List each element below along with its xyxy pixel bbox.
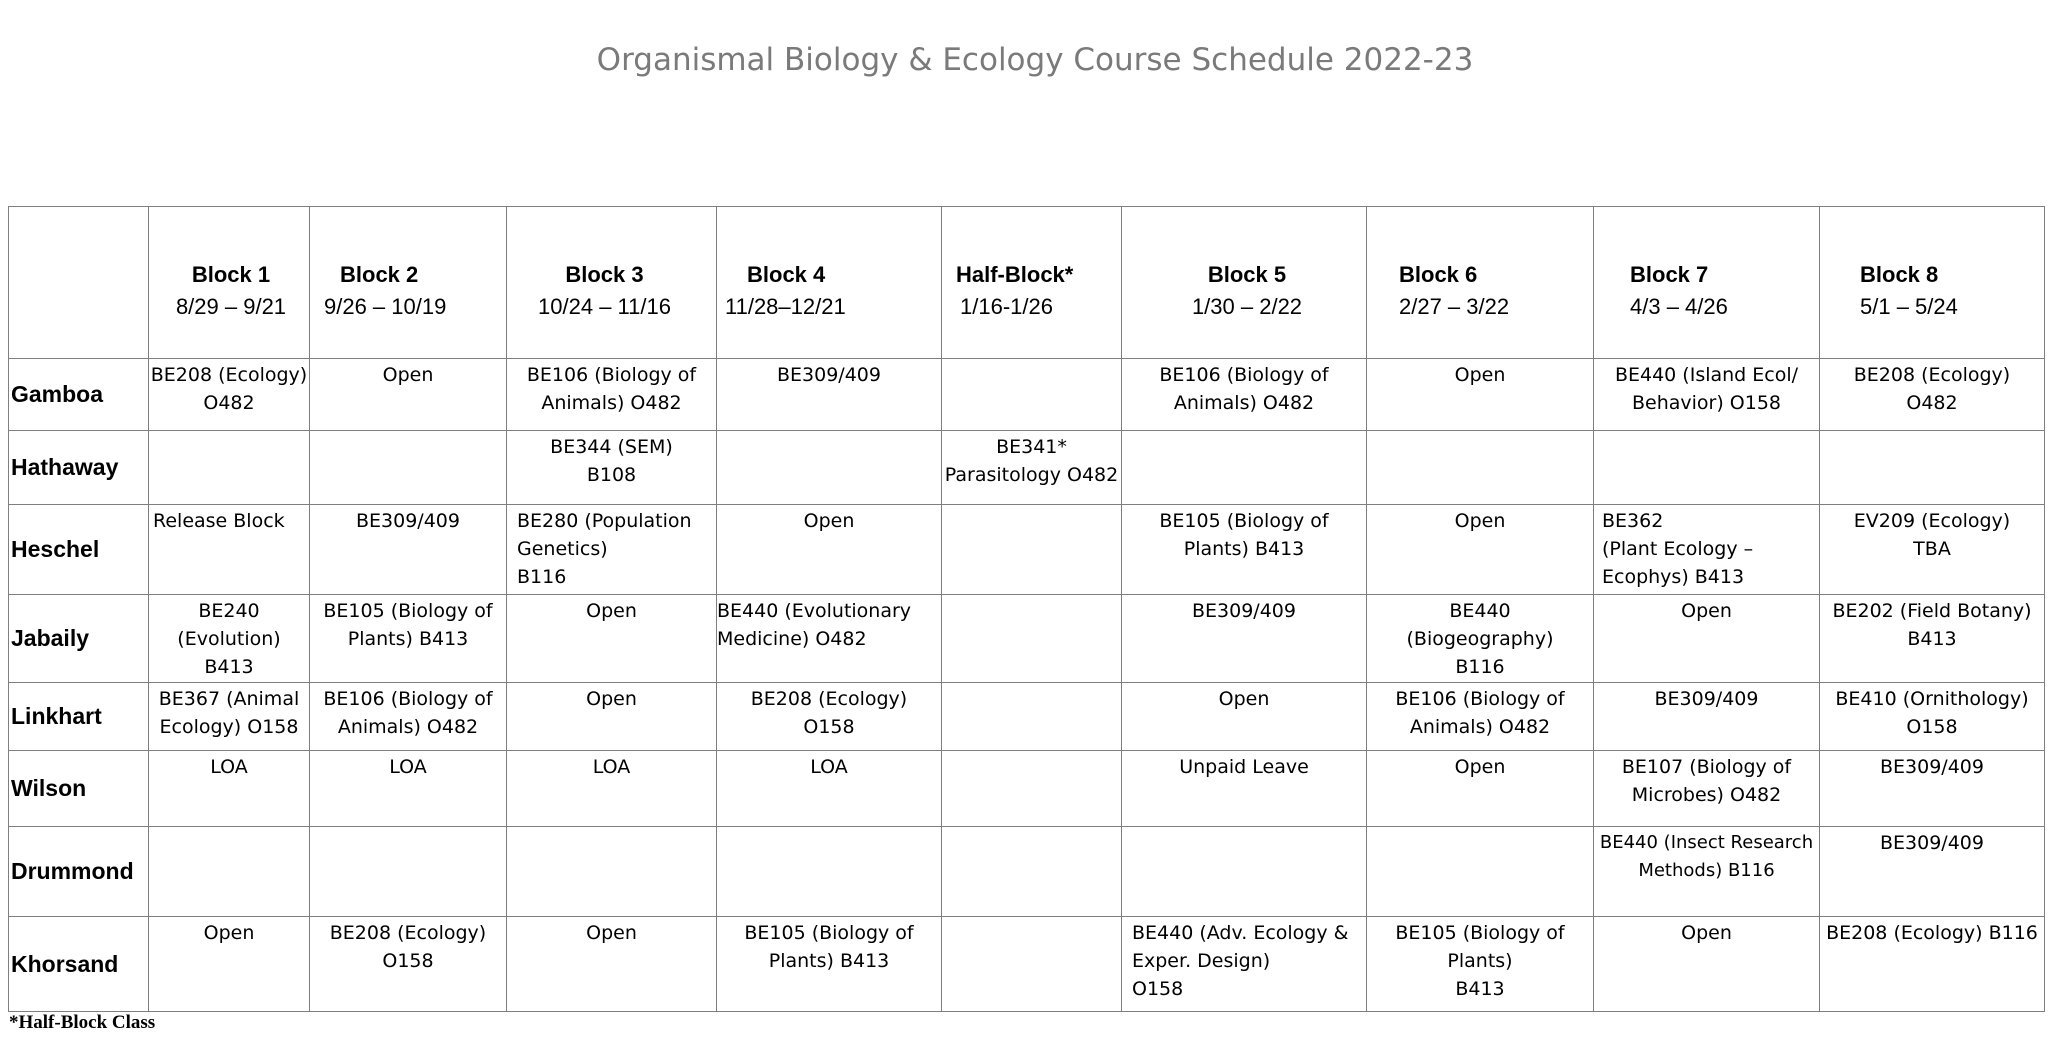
schedule-cell: EV209 (Ecology) TBA (1820, 505, 2045, 595)
schedule-cell (942, 505, 1122, 595)
schedule-cell: BE309/409 (1594, 683, 1820, 751)
schedule-cell (717, 827, 942, 917)
schedule-cell: Open (149, 917, 310, 1012)
column-header: Half-Block* 1/16-1/26 (942, 207, 1122, 359)
column-header: Block 2 9/26 – 10/19 (310, 207, 507, 359)
column-header: Block 6 2/27 – 3/22 (1367, 207, 1594, 359)
schedule-cell (717, 431, 942, 505)
schedule-cell (942, 827, 1122, 917)
schedule-cell (1122, 431, 1367, 505)
page-title: Organismal Biology & Ecology Course Schedule 2022-23 (596, 42, 1474, 78)
schedule-cell: BE240 (Evolution) B413 (149, 595, 310, 683)
instructor-name: Hathaway (9, 431, 149, 505)
schedule-cell (507, 827, 717, 917)
schedule-cell: BE202 (Field Botany) B413 (1820, 595, 2045, 683)
schedule-cell (942, 917, 1122, 1012)
schedule-cell: BE440 (Insect Research Methods) B116 (1594, 827, 1820, 917)
table-row (9, 505, 2045, 595)
table-row (9, 917, 2045, 1012)
table-row (9, 751, 2045, 827)
schedule-cell: BE309/409 (1820, 751, 2045, 827)
schedule-cell: Open (507, 683, 717, 751)
schedule-cell: Unpaid Leave (1122, 751, 1367, 827)
schedule-table (8, 206, 2045, 1012)
schedule-cell: Open (1367, 751, 1594, 827)
schedule-cell: BE309/409 (717, 359, 942, 431)
schedule-cell: BE344 (SEM) B108 (507, 431, 717, 505)
schedule-cell (942, 359, 1122, 431)
table-row (9, 683, 2045, 751)
instructor-name: Drummond (9, 827, 149, 917)
schedule-cell: BE208 (Ecology) O482 (149, 359, 310, 431)
footnote: *Half-Block Class (9, 1012, 156, 1033)
schedule-cell: BE105 (Biology of Plants) B413 (717, 917, 942, 1012)
schedule-cell: BE440 (Island Ecol/ Behavior) O158 (1594, 359, 1820, 431)
table-row (9, 359, 2045, 431)
schedule-cell (1367, 431, 1594, 505)
schedule-cell (942, 683, 1122, 751)
schedule-cell: Open (507, 595, 717, 683)
schedule-cell: LOA (717, 751, 942, 827)
header-row (9, 207, 2045, 359)
table-row (9, 431, 2045, 505)
instructor-name: Khorsand (9, 917, 149, 1012)
schedule-cell: LOA (507, 751, 717, 827)
table-row (9, 827, 2045, 917)
schedule-cell: BE440 (Evolutionary Medicine) O482 (717, 595, 942, 683)
instructor-name: Jabaily (9, 595, 149, 683)
schedule-cell: BE105 (Biology of Plants) B413 (310, 595, 507, 683)
column-header: Block 8 5/1 – 5/24 (1820, 207, 2045, 359)
schedule-cell: BE208 (Ecology) O158 (717, 683, 942, 751)
instructor-name: Wilson (9, 751, 149, 827)
schedule-cell: Open (1122, 683, 1367, 751)
schedule-cell (1367, 827, 1594, 917)
schedule-cell: Open (1367, 359, 1594, 431)
instructor-name: Heschel (9, 505, 149, 595)
column-header: Block 3 10/24 – 11/16 (507, 207, 717, 359)
schedule-cell: Open (1594, 595, 1820, 683)
schedule-cell: BE208 (Ecology) O158 (310, 917, 507, 1012)
schedule-cell (1820, 431, 2045, 505)
schedule-cell: BE309/409 (1122, 595, 1367, 683)
schedule-cell (149, 431, 310, 505)
schedule-cell: BE106 (Biology of Animals) O482 (1122, 359, 1367, 431)
schedule-cell: BE105 (Biology of Plants) B413 (1122, 505, 1367, 595)
schedule-cell: BE106 (Biology of Animals) O482 (310, 683, 507, 751)
schedule-cell: BE410 (Ornithology) O158 (1820, 683, 2045, 751)
schedule-cell: Open (1594, 917, 1820, 1012)
schedule-cell: BE208 (Ecology) O482 (1820, 359, 2045, 431)
schedule-cell: BE105 (Biology of Plants) B413 (1367, 917, 1594, 1012)
schedule-cell: Open (717, 505, 942, 595)
schedule-cell: Release Block (149, 505, 310, 595)
schedule-cell: BE309/409 (310, 505, 507, 595)
table-row (9, 595, 2045, 683)
schedule-cell (310, 431, 507, 505)
column-header: Block 1 8/29 – 9/21 (149, 207, 310, 359)
schedule-cell (1594, 431, 1820, 505)
schedule-cell: BE341* Parasitology O482 (942, 431, 1122, 505)
schedule-cell: Open (1367, 505, 1594, 595)
schedule-cell: BE208 (Ecology) B116 (1820, 917, 2045, 1012)
schedule-cell: BE106 (Biology of Animals) O482 (507, 359, 717, 431)
schedule-cell (149, 827, 310, 917)
column-header: Block 5 1/30 – 2/22 (1122, 207, 1367, 359)
schedule-cell (1122, 827, 1367, 917)
instructor-name: Linkhart (9, 683, 149, 751)
column-header: Block 7 4/3 – 4/26 (1594, 207, 1820, 359)
schedule-cell: LOA (149, 751, 310, 827)
schedule-cell: BE280 (Population Genetics) B116 (507, 505, 717, 595)
schedule-cell (310, 827, 507, 917)
schedule-cell: Open (507, 917, 717, 1012)
schedule-cell (942, 751, 1122, 827)
schedule-cell (942, 595, 1122, 683)
schedule-cell: BE367 (Animal Ecology) O158 (149, 683, 310, 751)
schedule-cell: Open (310, 359, 507, 431)
schedule-cell: BE107 (Biology of Microbes) O482 (1594, 751, 1820, 827)
column-header: Block 4 11/28–12/21 (717, 207, 942, 359)
schedule-cell: LOA (310, 751, 507, 827)
instructor-name: Gamboa (9, 359, 149, 431)
schedule-cell: BE362 (Plant Ecology – Ecophys) B413 (1594, 505, 1820, 595)
schedule-cell: BE309/409 (1820, 827, 2045, 917)
schedule-cell: BE440 (Adv. Ecology & Exper. Design) O158 (1122, 917, 1367, 1012)
schedule-cell: BE440 (Biogeography) B116 (1367, 595, 1594, 683)
corner-cell (9, 207, 149, 359)
schedule-cell: BE106 (Biology of Animals) O482 (1367, 683, 1594, 751)
